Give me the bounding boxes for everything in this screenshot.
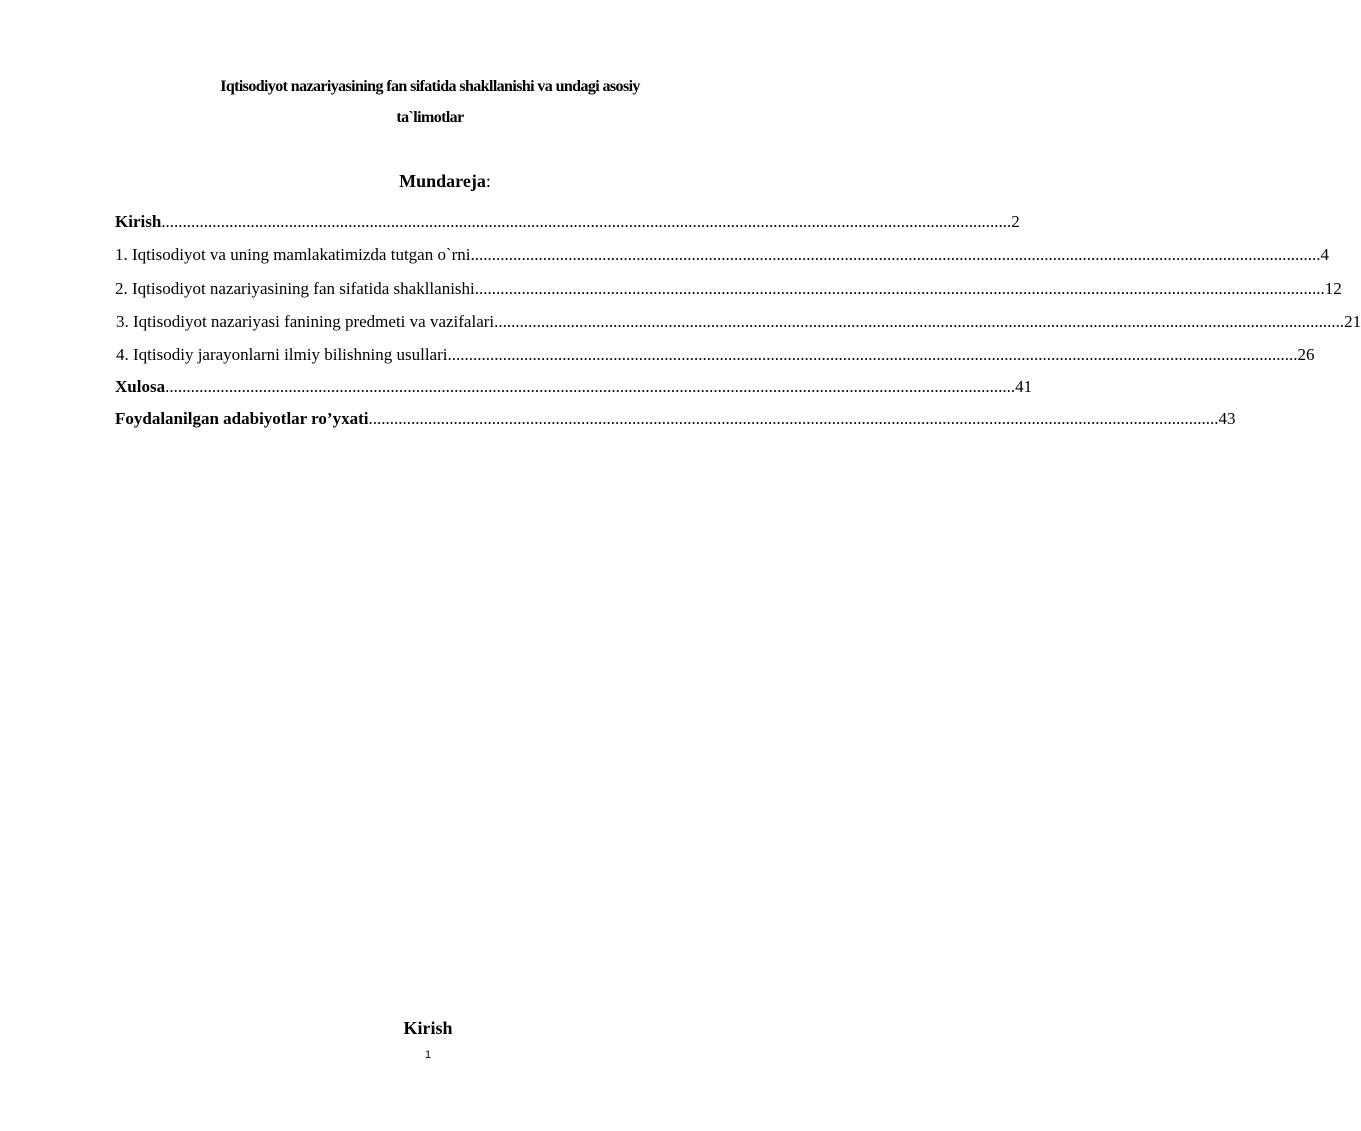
toc-leader-dots: ........................................................................................................................................................................................................	[494, 312, 1345, 331]
toc-entry-page: 26	[1297, 345, 1315, 364]
toc-leader-dots: ........................................................................................................................................................................................................	[161, 212, 1012, 231]
toc-entry-adabiyotlar[interactable]	[115, 409, 1236, 429]
toc-entry-page: 41	[1015, 377, 1033, 396]
toc-entry-page: 43	[1218, 409, 1236, 428]
toc-leader-dots: ........................................................................................................................................................................................................	[474, 279, 1325, 298]
document-title-line2: ta`limotlar	[396, 109, 464, 126]
toc-leader-dots: ........................................................................................................................................................................................................	[368, 409, 1219, 428]
toc-entry-1[interactable]	[115, 245, 1330, 265]
toc-entry-4[interactable]	[116, 345, 1315, 365]
toc-entry-xulosa[interactable]	[115, 377, 1033, 397]
toc-entry-page: 2	[1011, 212, 1020, 231]
toc-entry-page: 4	[1320, 245, 1330, 264]
toc-leader-dots: ........................................................................................................................................................................................................	[470, 245, 1321, 264]
toc-leader-dots: ........................................................................................................................................................................................................	[165, 377, 1016, 396]
toc-entry-2[interactable]	[115, 279, 1342, 299]
page-number: 1	[424, 1049, 432, 1061]
toc-entry-3[interactable]	[116, 312, 1361, 332]
toc-entry-page: 21	[1344, 312, 1361, 331]
toc-entry-label: 4. Iqtisodiy jarayonlarni ilmiy bilishning usullari	[116, 345, 448, 364]
section-heading: Kirish	[403, 1018, 453, 1038]
document-title-line1: Iqtisodiyot nazariyasining fan sifatida shakllanishi va undagi asosiy	[220, 78, 640, 95]
toc-heading-colon: :	[485, 171, 491, 191]
toc-entry-label: 2. Iqtisodiyot nazariyasining fan sifatida shakllanishi	[115, 279, 475, 298]
toc-heading-text: Mundareja	[399, 171, 486, 191]
toc-heading	[0, 171, 890, 192]
toc-entry-label: Xulosa	[115, 377, 166, 396]
toc-entry-label: Kirish	[115, 212, 162, 231]
toc-entry-label: Foydalanilgan adabiyotlar ro’yxati	[115, 409, 369, 428]
toc-entry-label: 3. Iqtisodiyot nazariyasi fanining predmeti va vazifalari	[116, 312, 495, 331]
toc-entry-page: 12	[1324, 279, 1342, 298]
toc-entry-kirish[interactable]	[115, 212, 1020, 232]
toc-leader-dots: ........................................................................................................................................................................................................	[447, 345, 1298, 364]
toc-entry-label: 1. Iqtisodiyot va uning mamlakatimizda tutgan o`rni	[115, 245, 471, 264]
